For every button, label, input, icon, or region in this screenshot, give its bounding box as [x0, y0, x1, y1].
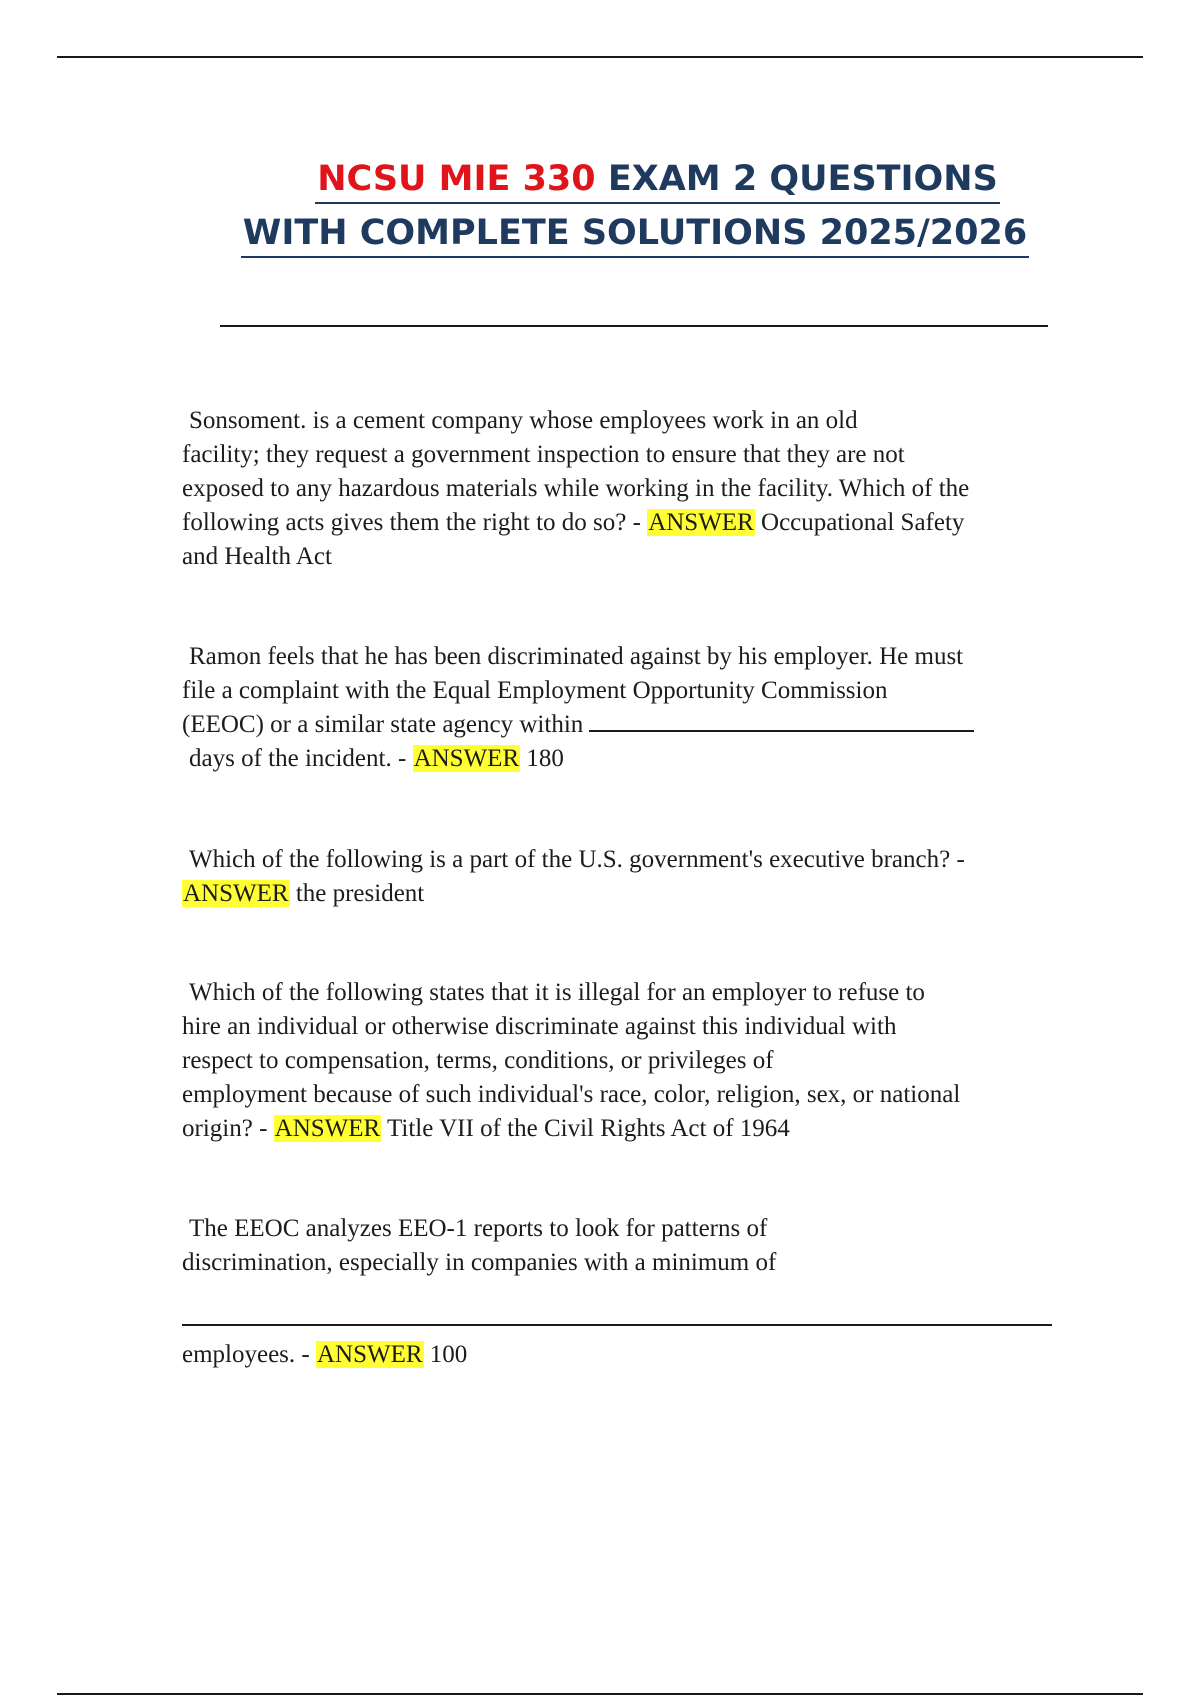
- q3-answer: the president: [289, 880, 425, 907]
- bottom-rule: [57, 1693, 1143, 1695]
- q2-line-2: file a complaint with the Equal Employment Opportunity Commission: [182, 677, 888, 704]
- q4-line-5: origin? -: [182, 1115, 274, 1142]
- question-5: [182, 1212, 1052, 1372]
- q5-after-blank: employees. -: [182, 1341, 316, 1368]
- question-4: [182, 976, 1052, 1146]
- q1-line-3: exposed to any hazardous materials while working in the facility. Which of the: [182, 475, 970, 502]
- q2-line-3: (EEOC) or a similar state agency within: [182, 711, 584, 738]
- q4-line-4: employment because of such individual's race, color, religion, sex, or national: [182, 1081, 961, 1108]
- q1-answer-tail: and Health Act: [182, 543, 332, 570]
- question-2: [182, 640, 1052, 776]
- q1-line-4: following acts gives them the right to do so? -: [182, 509, 648, 536]
- title-line-2: WITH COMPLETE SOLUTIONS 2025/2026: [241, 210, 1029, 258]
- q3-line-1: Which of the following is a part of the U.S. government's executive branch? -: [189, 846, 965, 873]
- document-title: [0, 152, 1200, 260]
- fill-in-blank: [589, 708, 974, 732]
- answer-marker: ANSWER: [413, 745, 520, 772]
- q4-answer: Title VII of the Civil Rights Act of 1964: [381, 1115, 790, 1142]
- q2-line-1: Ramon feels that he has been discriminated against by his employer. He must: [189, 643, 964, 670]
- answer-marker: ANSWER: [316, 1341, 423, 1368]
- top-rule: [57, 56, 1143, 58]
- q4-line-2: hire an individual or otherwise discriminate against this individual with: [182, 1013, 897, 1040]
- q4-line-1: Which of the following states that it is illegal for an employer to refuse to: [189, 979, 925, 1006]
- question-3: [182, 843, 1052, 911]
- course-code: NCSU MIE 330: [317, 159, 608, 199]
- answer-marker: ANSWER: [274, 1115, 381, 1142]
- q1-line-2: facility; they request a government inspection to ensure that they are not: [182, 441, 905, 468]
- q5-answer: 100: [423, 1341, 468, 1368]
- q5-line-1: The EEOC analyzes EEO-1 reports to look for patterns of: [189, 1215, 768, 1242]
- title-line-1: [315, 156, 1000, 204]
- q1-answer: Occupational Safety: [754, 509, 965, 536]
- q2-answer: 180: [520, 745, 564, 772]
- fill-in-blank: [182, 1280, 1052, 1326]
- title-divider: [220, 325, 1048, 327]
- title-line-1-rest: EXAM 2 QUESTIONS: [607, 159, 998, 199]
- answer-marker: ANSWER: [648, 509, 754, 536]
- q2-after-blank: days of the incident. -: [189, 745, 413, 772]
- q5-line-2: discrimination, especially in companies with a minimum of: [182, 1249, 777, 1276]
- answer-marker: ANSWER: [183, 880, 289, 907]
- q4-line-3: respect to compensation, terms, conditions, or privileges of: [182, 1047, 774, 1074]
- question-1: [182, 404, 1052, 574]
- q1-line-1: Sonsoment. is a cement company whose employees work in an old: [189, 407, 858, 434]
